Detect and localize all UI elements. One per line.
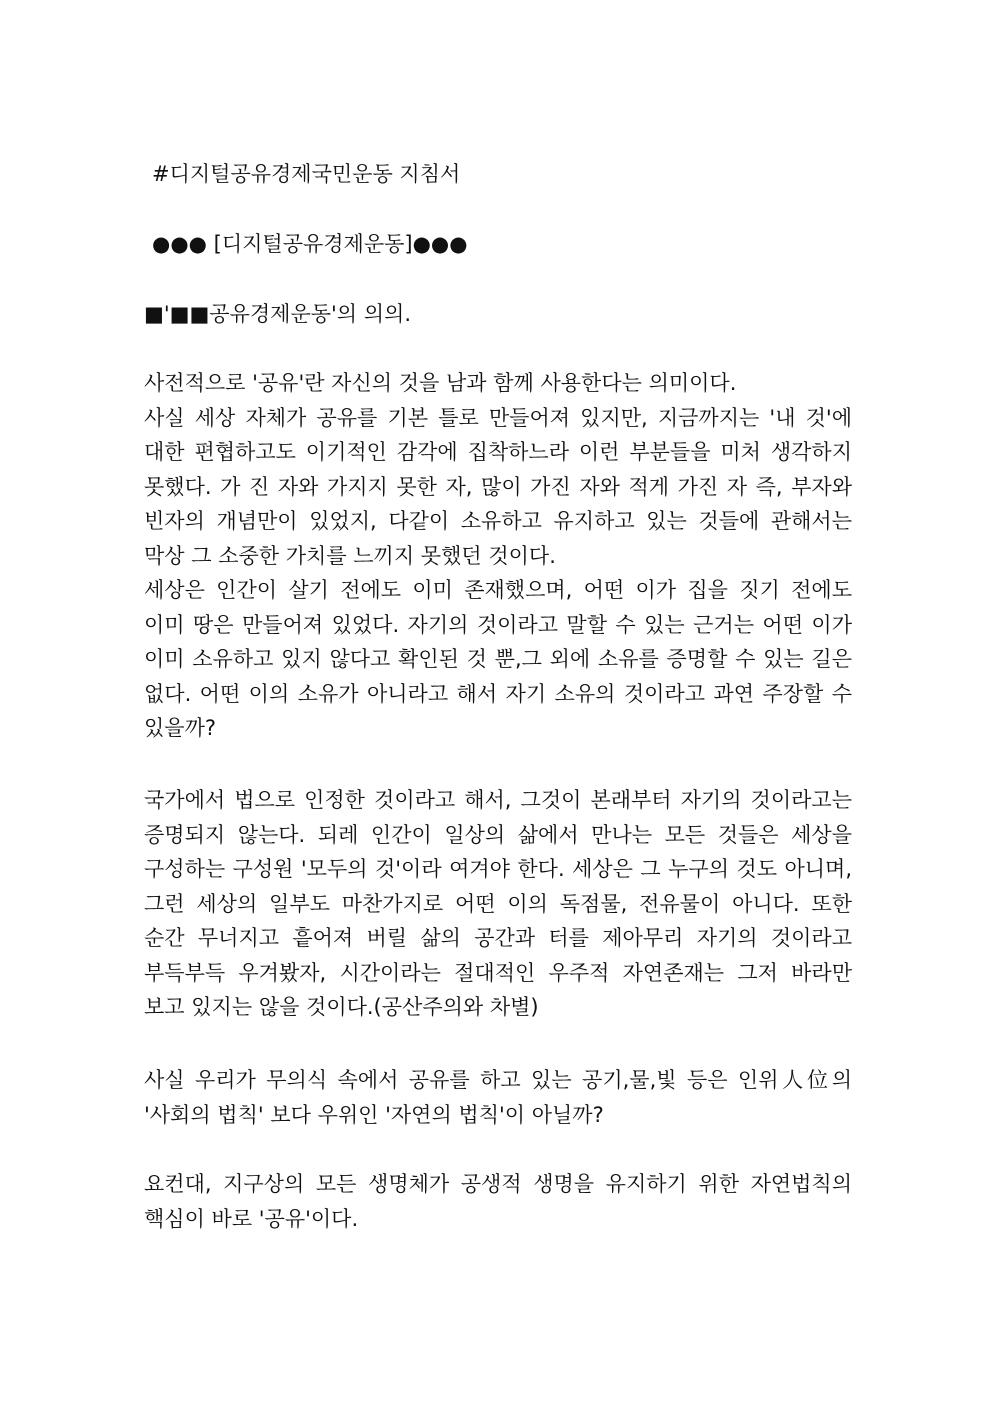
paragraph-group-law <box>144 783 852 1025</box>
paragraph-law-ownership: 국가에서 법으로 인정한 것이라고 해서, 그것이 본래부터 자기의 것이라고는 증명되지 않는다. 되레 인간이 일상의 삶에서 만나는 모든 것들은 세상을 구성하는 구성원 '모두의 것'이라 여겨야 한다. 세상은 그 누구의 것도 아니며, 그런 세상의 일부도 마찬가지로 어떤 이의 독점물, 전유물이 아니다. 또한 순간 무너지고 흩어져 버릴 삶의 공간과 터를 제아무리 자기의 것이라고 부득부득 우겨봤자, 시간이라는 절대적인 우주적 자연존재는 그저 바라만 보고 있지는 않을 것이다.(공산주의와 차별) <box>144 788 852 1019</box>
paragraph-world-sharing: 사실 세상 자체가 공유를 기본 틀로 만들어져 있지만, 지금까지는 '내 것'에 대한 편협하고도 이기적인 감각에 집착하느라 이런 부분들을 미처 생각하지 못했다. 가 진 자와 가지지 못한 자, 많이 가진 자와 적게 가진 자 즉, 부자와 빈자의 개념만이 있었지, 다같이 소유하고 유지하고 있는 것들에 관해서는 막상 그 소중한 가치를 느끼지 못했던 것이다. <box>144 405 852 568</box>
document-subtitle: ●●● [디지털공유경제운동]●●● <box>152 232 468 256</box>
section-heading: ■'■■공유경제운동'의 의의. <box>144 302 411 326</box>
paragraph-group-nature <box>144 1063 852 1132</box>
paragraph-summary: 요컨대, 지구상의 모든 생명체가 공생적 생명을 유지하기 위한 자연법칙의 핵심이 바로 '공유'이다. <box>144 1172 852 1231</box>
paragraph-group-summary <box>144 1167 852 1236</box>
paragraph-definition: 사전적으로 '공유'란 자신의 것을 남과 함께 사용한다는 의미이다. <box>144 371 737 395</box>
document-title: #디지털공유경제국민운동 지침서 <box>152 162 461 186</box>
paragraph-ownership: 세상은 인간이 살기 전에도 이미 존재했으며, 어떤 이가 집을 짓기 전에도 이미 땅은 만들어져 있었다. 자기의 것이라고 말할 수 있는 근거는 어떤 이가 이미 소유하고 있지 않다고 확인된 것 뿐,그 외에 소유를 증명할 수 있는 길은 없다. 어떤 이의 소유가 아니라고 해서 자기 소유의 것이라고 과연 주장할 수 있을까? <box>144 578 852 740</box>
paragraph-natural-law: 사실 우리가 무의식 속에서 공유를 하고 있는 공기,물,빛 등은 인위人位의 '사회의 법칙' 보다 우위인 '자연의 법칙'이 아닐까? <box>144 1068 852 1127</box>
paragraph-group-intro <box>144 366 852 746</box>
